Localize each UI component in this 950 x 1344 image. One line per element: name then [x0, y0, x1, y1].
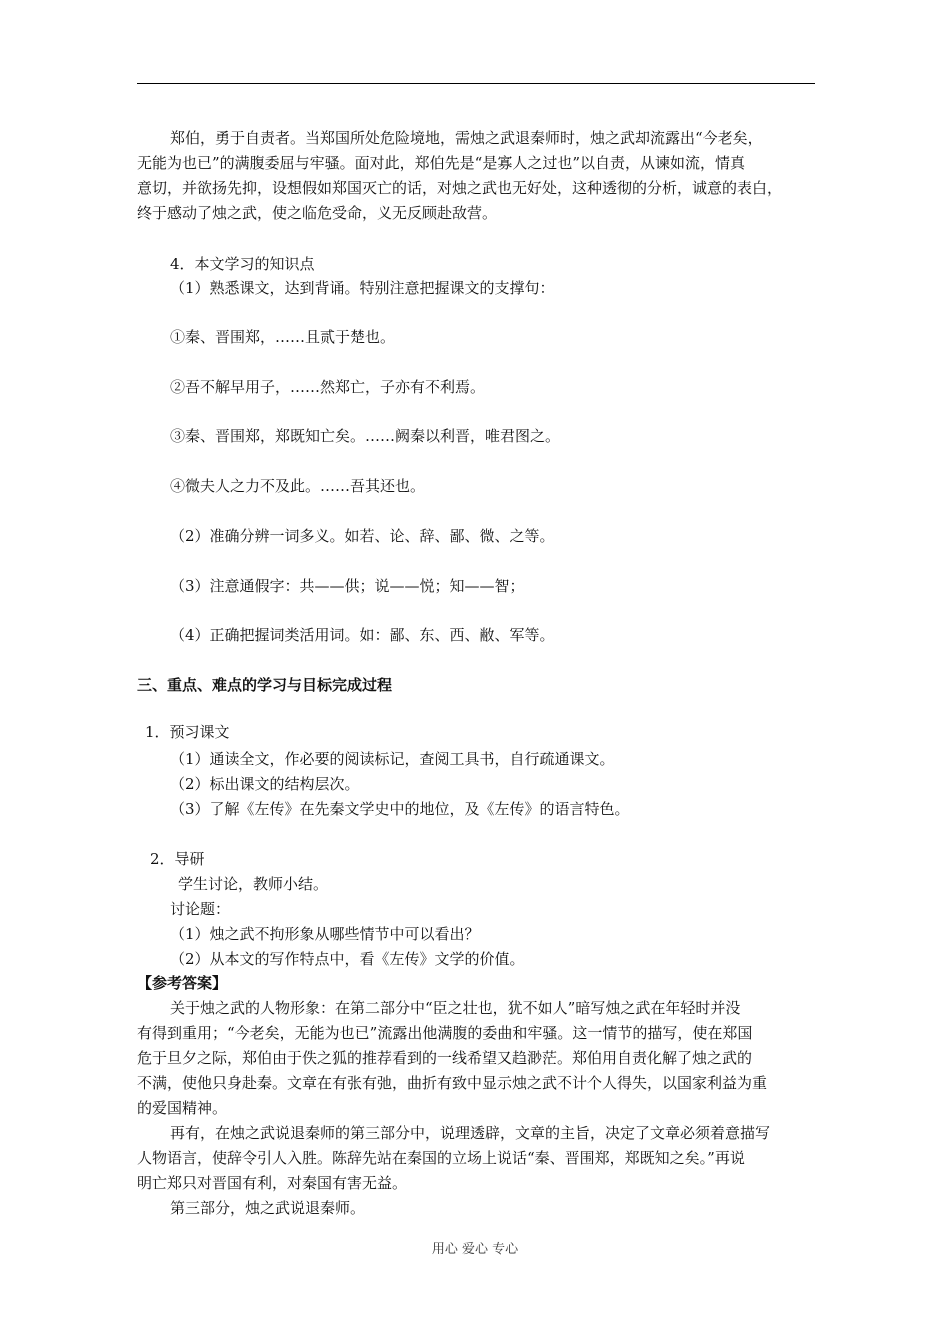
- discussion-question: （2）从本文的写作特点中，看《左传》文学的价值。: [170, 950, 525, 968]
- answer-line: 的爱国精神。: [137, 1099, 228, 1117]
- intro-line: 无能为也已”的满腹委屈与牢骚。面对此，郑伯先是“是寡人之过也”以自责，从谏如流，情真: [137, 154, 746, 172]
- answer-line: 关于烛之武的人物形象：在第二部分中“臣之壮也，犹不如人”暗写烛之武在年轻时并没: [170, 999, 741, 1017]
- page-footer: 用心 爱心 专心: [431, 1242, 519, 1257]
- answer-line: 不满，使他只身赴秦。文章在有张有弛，曲折有致中显示烛之武不计个人得失，以国家利益为重: [137, 1074, 768, 1092]
- answer-heading: 【参考答案】: [137, 974, 228, 992]
- knowledge-item: （2）准确分辨一词多义。如若、论、辞、鄙、微、之等。: [170, 527, 555, 545]
- discussion-question: （1）烛之武不拘形象从哪些情节中可以看出？: [170, 925, 480, 943]
- knowledge-item: （3）注意通假字：共——供；说——悦；知——智；: [170, 577, 525, 595]
- research-line: 学生讨论，教师小结。: [178, 875, 329, 893]
- preview-item: （3）了解《左传》在先秦文学史中的地位，及《左传》的语言特色。: [170, 800, 630, 818]
- answer-line: 危于旦夕之际，郑伯由于佚之狐的推荐看到的一线希望又趋渺茫。郑伯用自责化解了烛之武的: [137, 1049, 753, 1067]
- answer-line: 第三部分，烛之武说退秦师。: [170, 1199, 366, 1217]
- answer-line: 明亡郑只对晋国有利，对秦国有害无益。: [137, 1174, 408, 1192]
- answer-line: 人物语言，使辞令引人入胜。陈辞先站在秦国的立场上说话“秦、晋围郑，郑既知之矣。”再说: [137, 1149, 745, 1167]
- answer-line: 再有，在烛之武说退秦师的第三部分中，说理透辟，文章的主旨，决定了文章必须着意描写: [170, 1124, 771, 1142]
- support-sentence: ②吾不解早用子，……然郑亡，子亦有不利焉。: [170, 378, 486, 396]
- support-sentence: ④微夫人之力不及此。……吾其还也。: [170, 477, 426, 495]
- support-sentence: ①秦、晋围郑，……且贰于楚也。: [170, 328, 396, 346]
- preview-item: （2）标出课文的结构层次。: [170, 775, 360, 793]
- intro-line: 意切，并欲扬先抑，设想假如郑国灭亡的话，对烛之武也无好处，这种透彻的分析，诚意的表白，: [137, 179, 783, 197]
- intro-line: 终于感动了烛之武，使之临危受命，义无反顾赴敌营。: [137, 204, 498, 222]
- knowledge-heading: 4．本文学习的知识点: [170, 255, 315, 273]
- preview-item: （1）通读全文，作必要的阅读标记，查阅工具书，自行疏通课文。: [170, 750, 615, 768]
- knowledge-item: （1）熟悉课文，达到背诵。特别注意把握课文的支撑句：: [170, 279, 555, 297]
- section-heading: 三、重点、难点的学习与目标完成过程: [137, 676, 393, 694]
- header-rule: [137, 83, 815, 84]
- research-line: 讨论题：: [170, 900, 231, 918]
- knowledge-item: （4）正确把握词类活用词。如：鄙、东、西、敝、军等。: [170, 626, 555, 644]
- research-heading: 2．导研: [150, 850, 205, 868]
- support-sentence: ③秦、晋围郑，郑既知亡矣。……阙秦以利晋，唯君图之。: [170, 427, 561, 445]
- preview-heading: 1．预习课文: [145, 723, 230, 741]
- intro-line: 郑伯，勇于自责者。当郑国所处危险境地，需烛之武退秦师时，烛之武却流露出“今老矣，: [170, 129, 763, 147]
- answer-line: 有得到重用；“今老矣，无能为也已”流露出他满腹的委曲和牢骚。这一情节的描写，使在郑国: [137, 1024, 753, 1042]
